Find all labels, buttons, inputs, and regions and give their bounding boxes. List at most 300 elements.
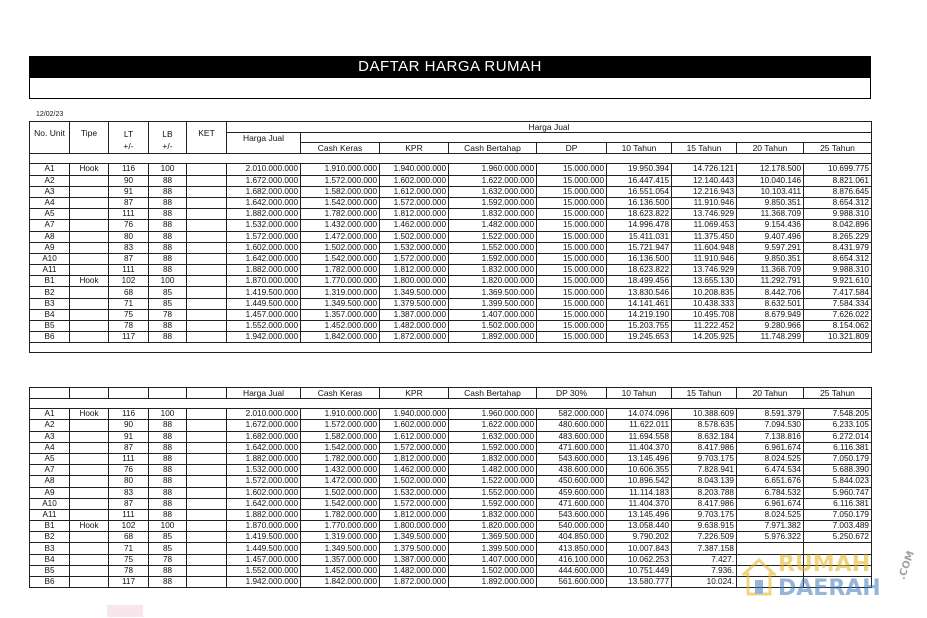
- value-cell: 88: [149, 321, 187, 332]
- value-cell: 1.672.000.000: [227, 420, 301, 431]
- tipe-cell: [70, 431, 109, 442]
- value-cell: 11.748.299: [737, 332, 804, 343]
- value-cell: 91: [109, 431, 149, 442]
- tipe-cell: [70, 209, 109, 220]
- tipe-cell: Hook: [70, 409, 109, 420]
- value-cell: 6.651.676: [737, 476, 804, 487]
- value-cell: 71: [109, 543, 149, 554]
- tipe-cell: [70, 287, 109, 298]
- unit-cell: A11: [30, 265, 70, 276]
- value-cell: 71: [109, 298, 149, 309]
- col-lt: [109, 122, 149, 154]
- blank-cell: [149, 388, 187, 399]
- value-cell: 1.349.500.000: [380, 287, 449, 298]
- value-cell: 1.502.000.000: [301, 487, 380, 498]
- value-cell: 2.010.000.000: [227, 409, 301, 420]
- tipe-cell: [70, 321, 109, 332]
- value-cell: 9.790.202: [607, 532, 672, 543]
- value-cell: 1.632.000.000: [449, 186, 537, 197]
- value-cell: [187, 509, 227, 520]
- value-cell: [187, 265, 227, 276]
- value-cell: 1.612.000.000: [380, 186, 449, 197]
- value-cell: 1.502.000.000: [380, 231, 449, 242]
- col-20-tahun: 20 Tahun: [737, 143, 804, 154]
- value-cell: 438.600.000: [537, 465, 607, 476]
- value-cell: 78: [109, 565, 149, 576]
- value-cell: 1.572.000.000: [380, 253, 449, 264]
- value-cell: 7.050.179: [804, 509, 872, 520]
- value-cell: [187, 442, 227, 453]
- value-cell: 11.368.709: [737, 265, 804, 276]
- col-kpr: KPR: [380, 388, 449, 399]
- table-row: [30, 209, 872, 220]
- unit-cell: A7: [30, 220, 70, 231]
- value-cell: 15.203.755: [607, 321, 672, 332]
- value-cell: [187, 453, 227, 464]
- value-cell: [187, 197, 227, 208]
- value-cell: 1.542.000.000: [301, 498, 380, 509]
- value-cell: 10.007.843: [607, 543, 672, 554]
- col-25-tahun: 25 Tahun: [804, 388, 872, 399]
- table-row: [30, 253, 872, 264]
- value-cell: 87: [109, 253, 149, 264]
- value-cell: 12.140.443: [672, 175, 737, 186]
- value-cell: 1.882.000.000: [227, 265, 301, 276]
- value-cell: 88: [149, 265, 187, 276]
- tipe-cell: [70, 543, 109, 554]
- value-cell: 1.502.000.000: [449, 321, 537, 332]
- col-lb: [149, 122, 187, 154]
- value-cell: 15.000.000: [537, 186, 607, 197]
- tipe-cell: Hook: [70, 276, 109, 287]
- value-cell: 10.751.449: [607, 565, 672, 576]
- header-spacer: [301, 133, 872, 143]
- value-cell: 12.178.500: [737, 164, 804, 175]
- value-cell: 11.910.946: [672, 253, 737, 264]
- value-cell: 1.622.000.000: [449, 420, 537, 431]
- watermark-line2: DAERAH: [778, 576, 881, 601]
- value-cell: 19.245.653: [607, 332, 672, 343]
- value-cell: 1.820.000.000: [449, 521, 537, 532]
- unit-cell: A4: [30, 442, 70, 453]
- value-cell: 1.407.000.000: [449, 309, 537, 320]
- value-cell: 13.746.929: [672, 209, 737, 220]
- value-cell: 2.010.000.000: [227, 164, 301, 175]
- value-cell: 9.280.966: [737, 321, 804, 332]
- value-cell: 1.379.500.000: [380, 543, 449, 554]
- value-cell: 1.960.000.000: [449, 409, 537, 420]
- unit-cell: B4: [30, 554, 70, 565]
- value-cell: 16.136.500: [607, 197, 672, 208]
- value-cell: 1.419.500.000: [227, 532, 301, 543]
- value-cell: 6.961.674: [737, 498, 804, 509]
- value-cell: 1.357.000.000: [301, 309, 380, 320]
- value-cell: 1.812.000.000: [380, 453, 449, 464]
- value-cell: [187, 521, 227, 532]
- tipe-cell: [70, 231, 109, 242]
- value-cell: 111: [109, 265, 149, 276]
- value-cell: 1.387.000.000: [380, 554, 449, 565]
- value-cell: 1.387.000.000: [380, 309, 449, 320]
- value-cell: 6.474.534: [737, 465, 804, 476]
- value-cell: 87: [109, 197, 149, 208]
- value-cell: 8.632.184: [672, 431, 737, 442]
- value-cell: 7.936.: [672, 565, 737, 576]
- unit-cell: A4: [30, 197, 70, 208]
- value-cell: [187, 186, 227, 197]
- value-cell: 88: [149, 487, 187, 498]
- col-15-tahun: 15 Tahun: [672, 143, 737, 154]
- value-cell: 88: [149, 577, 187, 588]
- value-cell: 404.850.000: [537, 532, 607, 543]
- table1-body: [30, 164, 872, 343]
- tipe-cell: [70, 175, 109, 186]
- value-cell: 15.000.000: [537, 321, 607, 332]
- value-cell: 1.432.000.000: [301, 220, 380, 231]
- col-cash-keras: Cash Keras: [301, 143, 380, 154]
- col-kpr: KPR: [380, 143, 449, 154]
- unit-cell: A11: [30, 509, 70, 520]
- value-cell: 1.449.500.000: [227, 543, 301, 554]
- value-cell: 100: [149, 164, 187, 175]
- value-cell: 11.368.709: [737, 209, 804, 220]
- unit-cell: A9: [30, 242, 70, 253]
- value-cell: 1.552.000.000: [227, 321, 301, 332]
- col-no-unit: No. Unit: [30, 122, 70, 154]
- unit-cell: A5: [30, 209, 70, 220]
- value-cell: 11.622.011: [607, 420, 672, 431]
- value-cell: 15.000.000: [537, 265, 607, 276]
- value-cell: 88: [149, 175, 187, 186]
- value-cell: 540.000.000: [537, 521, 607, 532]
- value-cell: 1.552.000.000: [449, 242, 537, 253]
- value-cell: 9.921.610: [804, 276, 872, 287]
- value-cell: 15.000.000: [537, 209, 607, 220]
- unit-cell: A3: [30, 186, 70, 197]
- value-cell: 1.419.500.000: [227, 287, 301, 298]
- value-cell: 1.357.000.000: [301, 554, 380, 565]
- value-cell: 10.208.835: [672, 287, 737, 298]
- date-label: 12/02/23: [36, 111, 64, 118]
- value-cell: 1.832.000.000: [449, 453, 537, 464]
- table-row: [30, 164, 872, 175]
- value-cell: 1.782.000.000: [301, 209, 380, 220]
- value-cell: 1.572.000.000: [227, 231, 301, 242]
- value-cell: [187, 487, 227, 498]
- value-cell: 1.892.000.000: [449, 577, 537, 588]
- col-10-tahun: 10 Tahun: [607, 388, 672, 399]
- value-cell: 15.411.031: [607, 231, 672, 242]
- value-cell: 100: [149, 409, 187, 420]
- value-cell: 15.000.000: [537, 276, 607, 287]
- value-cell: 15.000.000: [537, 231, 607, 242]
- value-cell: 1.349.500.000: [301, 298, 380, 309]
- tipe-cell: [70, 186, 109, 197]
- tipe-cell: [70, 242, 109, 253]
- value-cell: 1.682.000.000: [227, 186, 301, 197]
- value-cell: 6.961.674: [737, 442, 804, 453]
- col-cash-bertahap: Cash Bertahap: [449, 143, 537, 154]
- value-cell: 7.417.584: [804, 287, 872, 298]
- value-cell: 480.600.000: [537, 420, 607, 431]
- value-cell: 1.572.000.000: [380, 197, 449, 208]
- value-cell: 9.988.310: [804, 265, 872, 276]
- unit-cell: B5: [30, 565, 70, 576]
- unit-cell: A5: [30, 453, 70, 464]
- value-cell: 1.532.000.000: [380, 487, 449, 498]
- value-cell: 1.582.000.000: [301, 186, 380, 197]
- unit-cell: B3: [30, 543, 70, 554]
- value-cell: 8.154.062: [804, 321, 872, 332]
- value-cell: 1.910.000.000: [301, 164, 380, 175]
- tipe-cell: [70, 565, 109, 576]
- table-row: [30, 298, 872, 309]
- value-cell: 1.882.000.000: [227, 209, 301, 220]
- value-cell: 543.600.000: [537, 453, 607, 464]
- col-cash-keras: Cash Keras: [301, 388, 380, 399]
- value-cell: 471.600.000: [537, 442, 607, 453]
- value-cell: 10.388.609: [672, 409, 737, 420]
- table-row: [30, 442, 872, 453]
- value-cell: [187, 554, 227, 565]
- value-cell: 582.000.000: [537, 409, 607, 420]
- value-cell: 1.457.000.000: [227, 554, 301, 565]
- unit-cell: A3: [30, 431, 70, 442]
- tipe-cell: [70, 453, 109, 464]
- value-cell: 5.976.322: [737, 532, 804, 543]
- value-cell: 1.642.000.000: [227, 253, 301, 264]
- value-cell: [187, 298, 227, 309]
- tipe-cell: [70, 509, 109, 520]
- value-cell: 8.203.788: [672, 487, 737, 498]
- tipe-cell: [70, 253, 109, 264]
- value-cell: 1.872.000.000: [380, 332, 449, 343]
- tipe-cell: [70, 197, 109, 208]
- col-25-tahun: 25 Tahun: [804, 143, 872, 154]
- value-cell: 5.844.023: [804, 476, 872, 487]
- value-cell: 83: [109, 242, 149, 253]
- value-cell: 75: [109, 554, 149, 565]
- value-cell: 14.074.096: [607, 409, 672, 420]
- value-cell: 88: [149, 253, 187, 264]
- value-cell: 1.960.000.000: [449, 164, 537, 175]
- value-cell: 10.699.775: [804, 164, 872, 175]
- value-cell: 7.584.334: [804, 298, 872, 309]
- value-cell: [187, 431, 227, 442]
- value-cell: 1.532.000.000: [227, 220, 301, 231]
- unit-cell: B2: [30, 532, 70, 543]
- table1-header-row-1: [30, 122, 872, 133]
- table-row: [30, 231, 872, 242]
- value-cell: 18.623.822: [607, 209, 672, 220]
- col-20-tahun: 20 Tahun: [737, 388, 804, 399]
- unit-cell: A8: [30, 476, 70, 487]
- table-row: [30, 197, 872, 208]
- unit-cell: A2: [30, 420, 70, 431]
- value-cell: 1.642.000.000: [227, 498, 301, 509]
- value-cell: 10.896.542: [607, 476, 672, 487]
- value-cell: [187, 231, 227, 242]
- value-cell: 9.703.175: [672, 509, 737, 520]
- table-row: [30, 453, 872, 464]
- value-cell: 1.682.000.000: [227, 431, 301, 442]
- col-dp-30: DP 30%: [537, 388, 607, 399]
- value-cell: 11.069.453: [672, 220, 737, 231]
- value-cell: 9.154.436: [737, 220, 804, 231]
- value-cell: 88: [149, 209, 187, 220]
- value-cell: 6.233.105: [804, 420, 872, 431]
- value-cell: 483.600.000: [537, 431, 607, 442]
- value-cell: 7.138.816: [737, 431, 804, 442]
- value-cell: 1.940.000.000: [380, 409, 449, 420]
- value-cell: 1.870.000.000: [227, 276, 301, 287]
- value-cell: [187, 276, 227, 287]
- spacer-row: [30, 154, 872, 164]
- unit-cell: B1: [30, 521, 70, 532]
- value-cell: 9.407.496: [737, 231, 804, 242]
- value-cell: 88: [149, 332, 187, 343]
- tipe-cell: [70, 554, 109, 565]
- value-cell: 1.552.000.000: [227, 565, 301, 576]
- value-cell: 100: [149, 276, 187, 287]
- value-cell: 15.721.947: [607, 242, 672, 253]
- stamp-mark: [107, 605, 143, 617]
- unit-cell: A2: [30, 175, 70, 186]
- value-cell: 13.746.929: [672, 265, 737, 276]
- value-cell: [187, 565, 227, 576]
- value-cell: 15.000.000: [537, 287, 607, 298]
- value-cell: 88: [149, 476, 187, 487]
- value-cell: 1.642.000.000: [227, 197, 301, 208]
- value-cell: 14.726.121: [672, 164, 737, 175]
- value-cell: 1.812.000.000: [380, 265, 449, 276]
- value-cell: 1.672.000.000: [227, 175, 301, 186]
- value-cell: 1.800.000.000: [380, 276, 449, 287]
- value-cell: 13.145.496: [607, 509, 672, 520]
- value-cell: 10.103.411: [737, 186, 804, 197]
- value-cell: 18.623.822: [607, 265, 672, 276]
- tipe-cell: [70, 332, 109, 343]
- table-row: [30, 220, 872, 231]
- table2-header-row: [30, 388, 872, 399]
- value-cell: 11.114.183: [607, 487, 672, 498]
- table-row: [30, 276, 872, 287]
- unit-cell: A1: [30, 164, 70, 175]
- table-row: [30, 265, 872, 276]
- value-cell: 1.942.000.000: [227, 577, 301, 588]
- value-cell: 88: [149, 565, 187, 576]
- value-cell: 1.882.000.000: [227, 509, 301, 520]
- value-cell: 543.600.000: [537, 509, 607, 520]
- value-cell: 6.116.381: [804, 442, 872, 453]
- col-lt-sub: +/-: [123, 141, 134, 151]
- value-cell: 16.136.500: [607, 253, 672, 264]
- value-cell: 14.141.461: [607, 298, 672, 309]
- col-lb-label: LB: [162, 129, 173, 139]
- tipe-cell: [70, 476, 109, 487]
- price-table-1: [29, 121, 872, 353]
- value-cell: [187, 409, 227, 420]
- value-cell: 88: [149, 231, 187, 242]
- value-cell: 1.832.000.000: [449, 509, 537, 520]
- value-cell: 1.522.000.000: [449, 476, 537, 487]
- house-icon: [742, 558, 776, 598]
- value-cell: 116: [109, 164, 149, 175]
- value-cell: 8.042.896: [804, 220, 872, 231]
- value-cell: 11.404.370: [607, 498, 672, 509]
- table-row: [30, 521, 872, 532]
- tipe-cell: [70, 298, 109, 309]
- value-cell: 1.399.500.000: [449, 298, 537, 309]
- unit-cell: A9: [30, 487, 70, 498]
- value-cell: 1.319.000.000: [301, 532, 380, 543]
- value-cell: 10.321.809: [804, 332, 872, 343]
- unit-cell: A8: [30, 231, 70, 242]
- value-cell: 15.000.000: [537, 309, 607, 320]
- value-cell: 1.622.000.000: [449, 175, 537, 186]
- value-cell: [187, 220, 227, 231]
- value-cell: 6.784.532: [737, 487, 804, 498]
- value-cell: 1.782.000.000: [301, 453, 380, 464]
- value-cell: 18.499.456: [607, 276, 672, 287]
- value-cell: 14.205.925: [672, 332, 737, 343]
- value-cell: [187, 287, 227, 298]
- value-cell: 88: [149, 509, 187, 520]
- value-cell: 7.427.: [672, 554, 737, 565]
- value-cell: 8.265.229: [804, 231, 872, 242]
- value-cell: 459.600.000: [537, 487, 607, 498]
- value-cell: 7.050.179: [804, 453, 872, 464]
- value-cell: 1.407.000.000: [449, 554, 537, 565]
- value-cell: 1.582.000.000: [301, 431, 380, 442]
- value-cell: 1.449.500.000: [227, 298, 301, 309]
- value-cell: 1.572.000.000: [301, 175, 380, 186]
- value-cell: 1.842.000.000: [301, 332, 380, 343]
- value-cell: 116: [109, 409, 149, 420]
- value-cell: 85: [149, 287, 187, 298]
- unit-cell: B6: [30, 577, 70, 588]
- blank-cell: [30, 388, 70, 399]
- page-title: DAFTAR HARGA RUMAH: [29, 56, 871, 78]
- value-cell: 9.597.291: [737, 242, 804, 253]
- value-cell: 9.850.351: [737, 253, 804, 264]
- value-cell: 413.850.000: [537, 543, 607, 554]
- spacer-row: [30, 399, 872, 409]
- value-cell: 1.482.000.000: [380, 565, 449, 576]
- value-cell: 102: [109, 276, 149, 287]
- blank-cell: [70, 388, 109, 399]
- value-cell: 15.000.000: [537, 253, 607, 264]
- unit-cell: A10: [30, 498, 70, 509]
- value-cell: 1.522.000.000: [449, 231, 537, 242]
- value-cell: 9.703.175: [672, 453, 737, 464]
- value-cell: 10.438.333: [672, 298, 737, 309]
- value-cell: [187, 532, 227, 543]
- value-cell: 1.502.000.000: [449, 565, 537, 576]
- value-cell: 100: [149, 521, 187, 532]
- col-lt-label: LT: [123, 129, 134, 139]
- value-cell: 16.447.415: [607, 175, 672, 186]
- value-cell: 7.828.941: [672, 465, 737, 476]
- unit-cell: B2: [30, 287, 70, 298]
- value-cell: 1.572.000.000: [227, 476, 301, 487]
- col-tipe: Tipe: [70, 122, 109, 154]
- watermark-logo: [742, 549, 918, 610]
- value-cell: 10.495.708: [672, 309, 737, 320]
- value-cell: [187, 175, 227, 186]
- value-cell: 1.452.000.000: [301, 321, 380, 332]
- value-cell: 13.145.496: [607, 453, 672, 464]
